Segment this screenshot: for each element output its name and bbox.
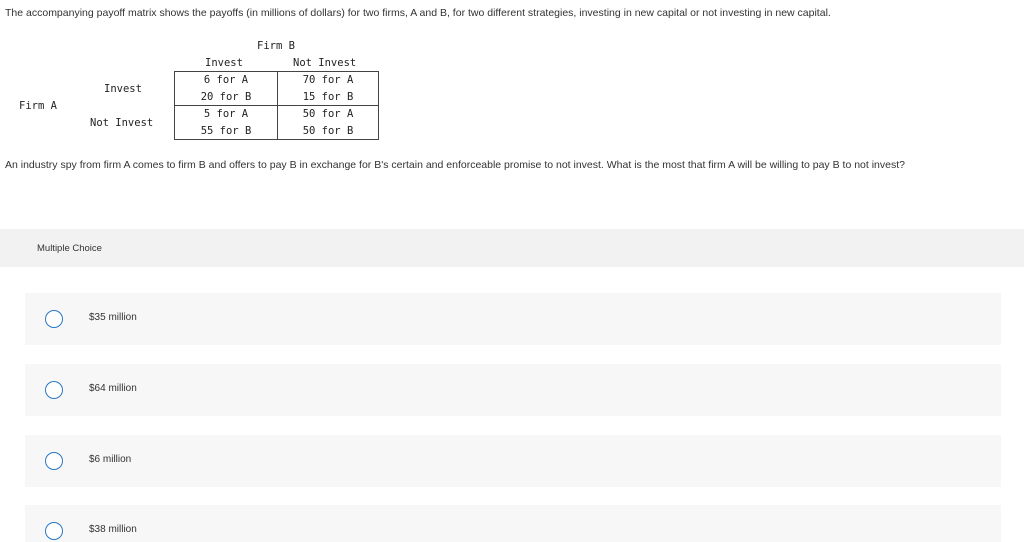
choice-label: $35 million [89,312,137,323]
choice-label: $38 million [89,524,137,535]
radio-icon[interactable] [45,381,63,399]
choice-option-4[interactable] [25,505,1001,542]
payoff-a: 50 for A [302,108,354,120]
payoff-a: 6 for A [203,74,249,86]
payoff-b: 55 for B [200,125,252,137]
choice-label: $64 million [89,383,137,394]
payoff-b: 15 for B [302,91,354,103]
column-player-label: Firm B [257,40,295,52]
payoff-a: 70 for A [302,74,354,86]
choice-option-3[interactable] [25,435,1001,487]
row-player-label: Firm A [19,100,57,112]
cell-invest-not-invest [277,71,379,106]
radio-icon[interactable] [45,522,63,540]
payoff-b: 20 for B [200,91,252,103]
choice-label: $6 million [89,454,132,465]
row-header-invest: Invest [104,83,142,95]
radio-icon[interactable] [45,310,63,328]
column-header-invest: Invest [205,57,243,69]
payoff-b: 50 for B [302,125,354,137]
column-header-not-invest: Not Invest [293,57,357,69]
payoff-a: 5 for A [203,108,249,120]
cell-not-invest-invest [174,105,278,140]
cell-invest-invest [174,71,278,106]
question-text: An industry spy from firm A comes to firm B and offers to pay B in exchange for B's certain and enforceable promise to not invest. What is the most that firm A will be willing to pay B to not invest? [5,159,905,171]
row-header-not-invest: Not Invest [90,117,154,129]
multiple-choice-title: Multiple Choice [37,243,102,254]
radio-icon[interactable] [45,452,63,470]
choice-option-1[interactable] [25,293,1001,345]
intro-text: The accompanying payoff matrix shows the payoffs (in millions of dollars) for two firms, A and B, for two different strategies, investing in new capital or not investing in new capital. [5,7,831,19]
choice-option-2[interactable] [25,364,1001,416]
multiple-choice-header [0,229,1024,267]
cell-not-invest-not-invest [277,105,379,140]
